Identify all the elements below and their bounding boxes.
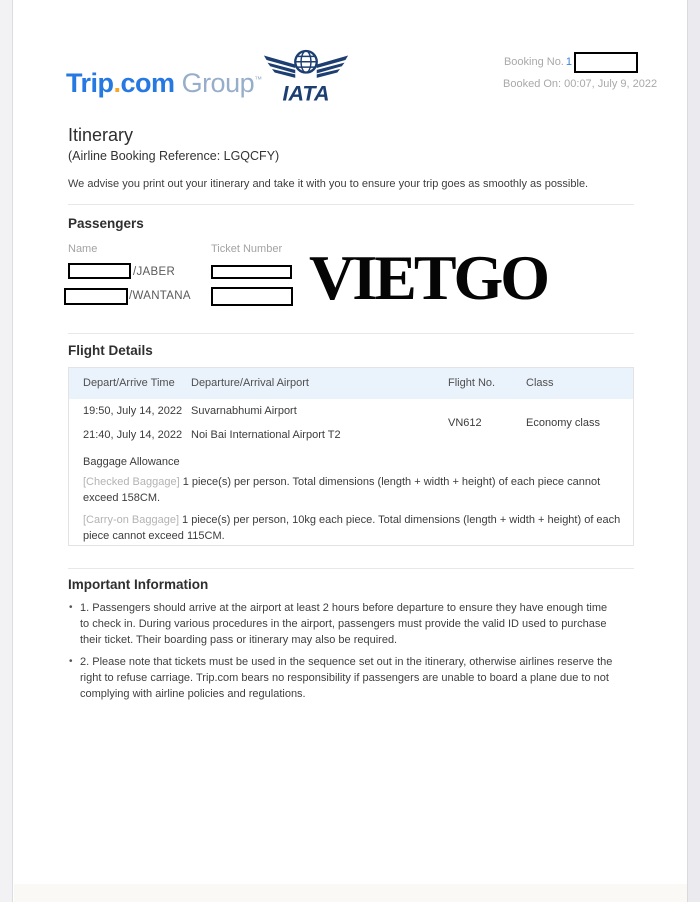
scrollbar-track[interactable]	[687, 0, 700, 902]
redaction-box-passenger2-ticket	[211, 287, 293, 306]
iata-logo-text: IATA	[282, 81, 330, 105]
redaction-box-booking-no	[574, 52, 638, 73]
departure-airport: Suvarnabhumi Airport	[191, 405, 297, 417]
logo-trademark: ™	[254, 75, 262, 84]
important-information-list	[69, 600, 616, 708]
checked-baggage-label: [Checked Baggage]	[83, 476, 180, 488]
page-bottom-edge	[14, 884, 687, 902]
divider	[68, 204, 634, 205]
arrive-time: 21:40, July 14, 2022	[83, 429, 183, 441]
flight-details-section-title: Flight Details	[68, 343, 153, 358]
redaction-box-passenger1-name	[68, 263, 131, 279]
tripcom-group-logo	[66, 68, 262, 99]
checked-baggage-text	[83, 474, 624, 506]
flight-table-header-row	[69, 368, 633, 399]
redaction-box-passenger2-name	[64, 288, 128, 305]
logo-group-text: Group	[181, 68, 255, 98]
flight-details-table	[68, 367, 634, 546]
col-class: Class	[526, 377, 554, 389]
divider	[68, 568, 634, 569]
page-margin-left	[0, 0, 13, 902]
redaction-box-passenger1-ticket	[211, 265, 292, 279]
carryon-baggage-label: [Carry-on Baggage]	[83, 514, 179, 526]
col-departure-arrival-airport: Departure/Arrival Airport	[191, 377, 309, 389]
booking-no-label: Booking No.	[503, 56, 564, 68]
booked-on-text: Booked On: 00:07, July 9, 2022	[503, 78, 658, 90]
depart-time: 19:50, July 14, 2022	[83, 405, 183, 417]
logo-dot: .	[113, 68, 121, 98]
checked-baggage-detail: 1 piece(s) per person. Total dimensions (length + width + height) of each piece cannot exceed 158CM.	[83, 476, 601, 504]
airline-booking-reference: (Airline Booking Reference: LGQCFY)	[68, 149, 280, 163]
baggage-allowance-block	[83, 456, 624, 544]
info-item-1: • 1. Passengers should arrive at the airport at least 2 hours before departure to ensure they have enough time to check in. During various procedures in the airport, passengers must provide the valid ID used to purchase their ticket. Their boarding pass or itinerary may also be required.	[69, 600, 616, 648]
carryon-baggage-detail: 1 piece(s) per person, 10kg each piece. Total dimensions (length + width + height) of each piece cannot exceed 115CM.	[83, 514, 621, 542]
passenger2-name-suffix: /WANTANA	[129, 290, 191, 302]
print-advice-text: We advise you print out your itinerary and take it with you to ensure your trip goes as smoothly as possible.	[68, 178, 589, 190]
carryon-baggage-text	[83, 512, 624, 544]
passengers-section-title: Passengers	[68, 216, 144, 231]
arrival-airport: Noi Bai International Airport T2	[191, 429, 341, 441]
divider	[68, 333, 634, 334]
passenger1-name-suffix: /JABER	[133, 266, 176, 278]
booking-number-row	[500, 51, 638, 73]
info-item-2: • 2. Please note that tickets must be used in the sequence set out in the itinerary, otherwise airlines reserve the right to refuse carriage. Trip.com bears no responsibility if passengers are unable to board a plane due to not complying with airline policies and regulations.	[69, 654, 616, 702]
logo-com-text: com	[120, 68, 175, 98]
flight-number: VN612	[448, 417, 482, 429]
name-column-header: Name	[68, 243, 98, 255]
itinerary-title: Itinerary	[68, 125, 134, 145]
important-information-title: Important Information	[68, 577, 209, 592]
booking-no-digit: 1	[565, 56, 572, 68]
ticket-number-column-header: Ticket Number	[211, 243, 283, 255]
logo-trip-text: Trip	[66, 68, 114, 98]
vietgo-watermark: VIETGO	[309, 242, 548, 313]
baggage-allowance-title: Baggage Allowance	[83, 456, 180, 468]
cabin-class: Economy class	[526, 417, 600, 429]
iata-logo-icon	[263, 49, 349, 105]
col-depart-arrive-time: Depart/Arrive Time	[83, 377, 175, 389]
col-flight-no: Flight No.	[448, 377, 496, 389]
